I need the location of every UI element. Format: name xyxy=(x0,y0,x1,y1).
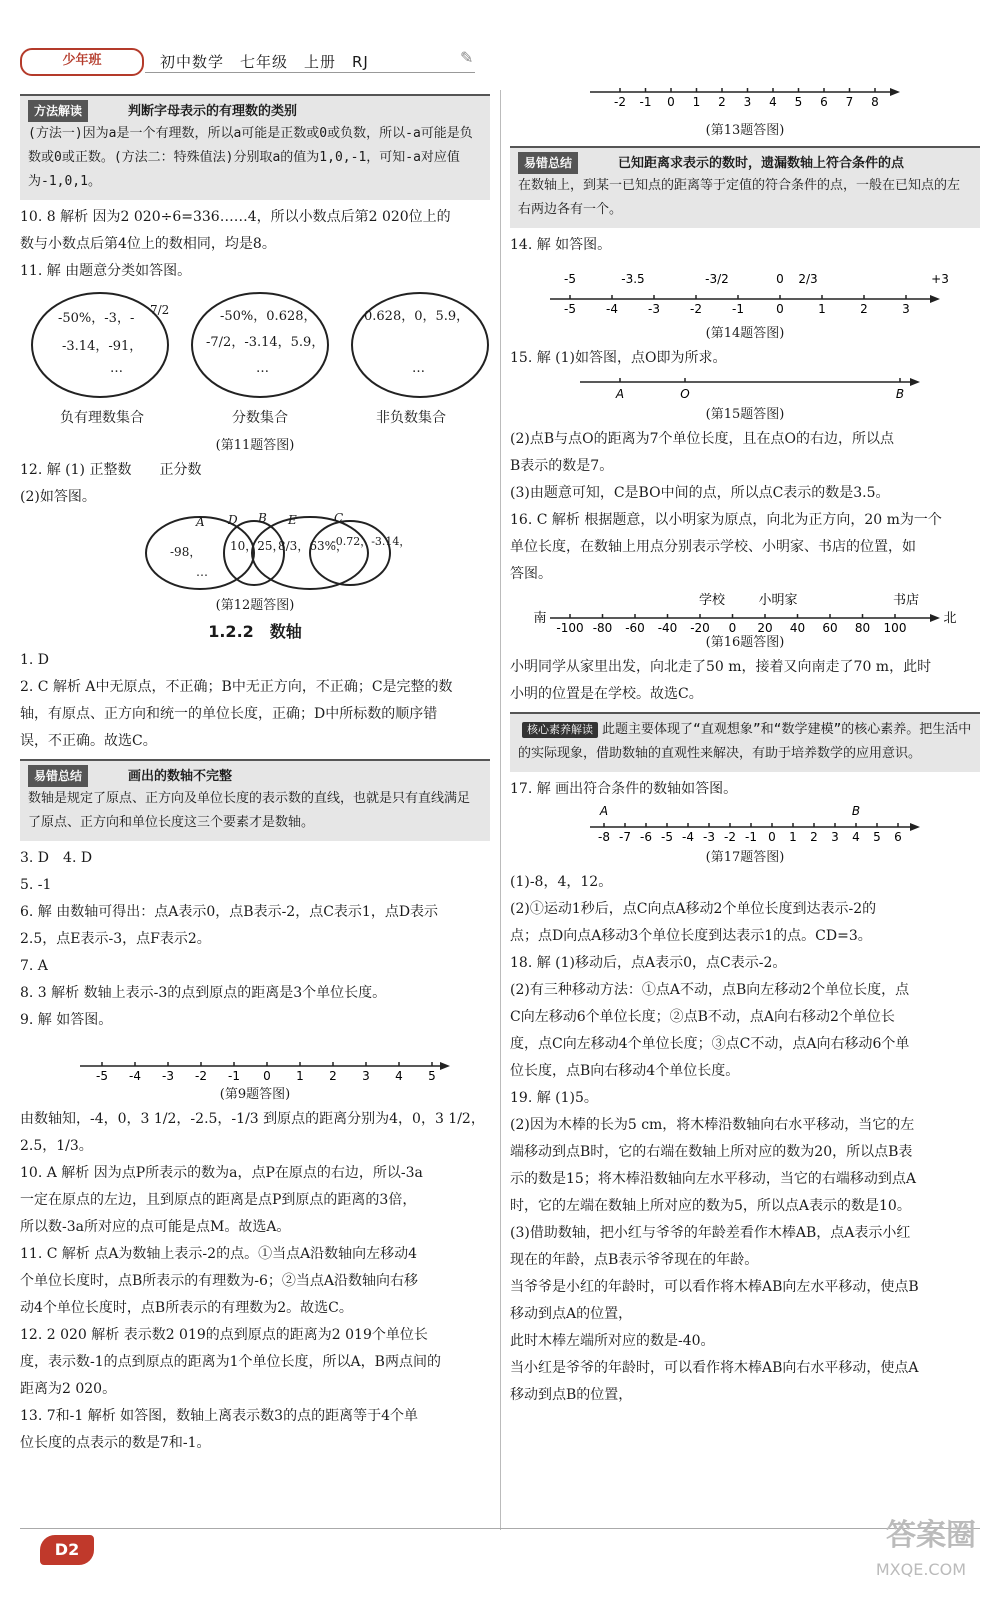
venn-d-values: 10，25， xyxy=(230,539,285,553)
watermark-site: MXQE.COM xyxy=(875,1560,966,1579)
axis9-tick-label: -1 xyxy=(228,1069,240,1083)
axis14-tick-label: -2 xyxy=(690,302,702,316)
axis15-point-label: O xyxy=(680,387,690,401)
axis14-point-label: -5 xyxy=(564,272,576,286)
header-divider xyxy=(145,72,475,73)
caption-9: (第9题答图) xyxy=(219,1087,291,1102)
caption-13: (第13题答图) xyxy=(705,123,785,138)
error2-badge: 易错总结 xyxy=(518,152,578,174)
answer-14: 14. 解 如答图。 xyxy=(510,237,612,253)
number-line-13 xyxy=(510,84,980,120)
axis13-tick-label: 7 xyxy=(845,95,854,109)
axis16-tick-label: -60 xyxy=(625,621,645,632)
answer-11: 11. 解 由题意分类如答图。 xyxy=(20,263,192,279)
method-title: 判断字母表示的有理数的类别 xyxy=(128,104,298,119)
axis14-tick-label: 3 xyxy=(902,302,910,316)
axis13-tick-label: 6 xyxy=(820,95,828,109)
right-column xyxy=(510,84,980,1409)
answer-15-3: B表示的数是7。 xyxy=(510,458,614,474)
neg-set-line1: -50%，-3，- xyxy=(58,311,135,326)
neg-set-line2: -3.14，-91， xyxy=(62,339,143,354)
answer-19-6: (3)借助数轴，把小红与爷爷的年龄差看作木棒AB，点A表示小红 xyxy=(510,1225,911,1241)
number-line-9 xyxy=(20,1034,490,1084)
answer-16-3: 答图。 xyxy=(510,566,552,582)
axis14-tick-label: 1 xyxy=(818,302,826,316)
footer-divider xyxy=(20,1528,980,1529)
frac-set-line1: -50%，0.628， xyxy=(220,309,317,324)
axis14-point-label: 2/3 xyxy=(798,272,818,286)
answer-15-1: 15. 解 (1)如答图，点O即为所求。 xyxy=(510,350,727,366)
answer-18-1: 18. 解 (1)移动后，点A表示0，点C表示-2。 xyxy=(510,955,787,971)
frac-set-label: 分数集合 xyxy=(232,410,288,426)
answer-11-c-line1: 11. C 解析 点A为数轴上表示-2的点。①当点A沿数轴向左移动4 xyxy=(20,1246,418,1262)
venn-label-c: C xyxy=(334,511,344,525)
axis9-tick-label: 5 xyxy=(428,1069,436,1083)
nonneg-set-line1: 0.628，0，5.9， xyxy=(364,309,470,324)
axis16-tick-label: -80 xyxy=(592,621,613,632)
answer-19-1: 19. 解 (1)5。 xyxy=(510,1090,598,1106)
frac-set-dots: … xyxy=(256,361,269,376)
axis17-tick-label: -1 xyxy=(745,830,757,844)
axis14-tick-label: -5 xyxy=(564,302,576,316)
column-divider xyxy=(500,90,501,1530)
axis13-tick-label: 5 xyxy=(794,95,803,109)
answer-8: 8. 3 解析 数轴上表示-3的点到原点的距离是3个单位长度。 xyxy=(20,985,387,1001)
axis16-tick-label: 20 xyxy=(757,621,773,632)
page-header xyxy=(20,48,980,74)
axis16-tick-label: 40 xyxy=(789,621,806,632)
error-text: 数轴是规定了原点、正方向及单位长度的表示数的直线，也就是只有直线满足了原点、正方向和单位长度这三个要素才是数轴。 xyxy=(28,791,471,830)
axis16-tick-label: 80 xyxy=(854,621,871,632)
answer-16-2: 单位长度，在数轴上用点分别表示学校、小明家、书店的位置，如 xyxy=(510,539,916,555)
label-north: 北 xyxy=(943,611,957,626)
answer-12-b-line3: 距离为2 020。 xyxy=(20,1381,117,1397)
answer-11-c-line2: 个单位长度时，点B所表示的有理数为-6；②当点A沿数轴向右移 xyxy=(20,1273,419,1289)
axis17-tick-label: -7 xyxy=(619,830,631,844)
axis-9 xyxy=(20,1034,490,1084)
method-text: (方法一)因为a是一个有理数，所以a可能是正数或0或负数，所以-a可能是负数或0或正数。(方法二：特殊值法)分别取a的值为1,0,-1，可知-a对应值为-1,0,1。 xyxy=(28,126,473,189)
answer-13-line1: 13. 7和-1 解析 如答图，数轴上离表示数3的点的距离等于4个单 xyxy=(20,1408,418,1424)
axis16-tick-label: 0 xyxy=(728,621,737,632)
answer-19-11: 当小红是爷爷的年龄时，可以看作将木棒AB向右水平移动，使点A xyxy=(510,1360,919,1376)
caption-17: (第17题答图) xyxy=(705,850,785,865)
axis-15 xyxy=(510,372,980,404)
answer-1: 1. D xyxy=(20,652,50,668)
axis14-tick-label: 0 xyxy=(776,302,784,316)
venn-diagram-12 xyxy=(20,511,490,595)
method-badge: 方法解读 xyxy=(28,100,88,122)
axis-16 xyxy=(510,588,980,632)
neg-set-frac: 7/2 xyxy=(150,303,170,317)
axis15-point-label: B xyxy=(895,387,905,401)
axis-14 xyxy=(510,259,980,323)
venn-label-a: A xyxy=(196,515,205,529)
nonneg-set-label: 非负数集合 xyxy=(376,410,446,426)
answer-12-part2: (2)如答图。 xyxy=(20,489,96,505)
axis17-tick-label: 4 xyxy=(852,830,860,844)
error-box-2 xyxy=(510,146,980,228)
axis15-point-label: A xyxy=(615,387,625,401)
answer-10-a-line2: 一定在原点的左边，且到原点的距离是点P到原点的距离的3倍， xyxy=(20,1192,417,1208)
venn-c-values: -0.72，-3.14， xyxy=(332,535,411,548)
axis16-tick-label: -40 xyxy=(657,621,678,632)
answer-9: 9. 解 如答图。 xyxy=(20,1012,113,1028)
answer-13-line2: 位长度的点表示的数是7和-1。 xyxy=(20,1435,211,1451)
caption-14: (第14题答图) xyxy=(705,326,785,341)
label-school: 学校 xyxy=(698,593,726,608)
axis17-tick-label: -6 xyxy=(640,830,652,844)
venn-label-b: B xyxy=(258,511,267,525)
section-title: 1.2.2 数轴 xyxy=(208,622,302,641)
answer-5: 5. -1 xyxy=(20,877,52,893)
answer-2-line3: 误，不正确。故选C。 xyxy=(20,733,157,749)
axis13-tick-label: 8 xyxy=(871,95,879,109)
axis13-tick-label: 3 xyxy=(743,95,752,109)
axis16-tick-label: -100 xyxy=(556,621,584,632)
axis14-tick-label: -3 xyxy=(648,302,660,316)
caption-16: (第16题答图) xyxy=(705,635,785,650)
core-badge: 核心素养解读 xyxy=(522,722,598,738)
axis16-tick-label: 60 xyxy=(822,621,838,632)
caption-12: (第12题答图) xyxy=(215,598,295,613)
answer-19-5: 时，它的左端在数轴上所对应的数为5，所以点A表示的数是10。 xyxy=(510,1198,911,1214)
axis16-tick-label: -20 xyxy=(690,621,710,632)
venn-e-values: 8/3，63%， xyxy=(278,539,348,553)
answer-17: 17. 解 画出符合条件的数轴如答图。 xyxy=(510,781,738,797)
answer-9-text2: 2.5，1/3。 xyxy=(20,1138,93,1154)
answer-18-2: (2)有三种移动方法：①点A不动，点B向左移动2个单位长度，点 xyxy=(510,982,910,998)
answer-17-3: 点；点D向点A移动3个单位长度到达表示1的点。CD=3。 xyxy=(510,928,872,944)
venn-label-d: D xyxy=(228,513,238,527)
venn-label-e: E xyxy=(288,513,297,527)
core-box xyxy=(510,712,980,772)
answer-2-line2: 轴，有原点、正方向和统一的单位长度，正确；D中所标数的顺序错 xyxy=(20,706,438,722)
number-line-14 xyxy=(510,259,980,323)
answer-12-part1: 12. 解 (1) 正整数 正分数 xyxy=(20,462,202,478)
axis16-tick-label: 100 xyxy=(883,621,907,632)
axis9-tick-label: 2 xyxy=(329,1069,337,1083)
answer-16-4: 小明同学从家里出发，向北走了50 m，接着又向南走了70 m，此时 xyxy=(510,659,932,675)
label-home: 小明家 xyxy=(758,593,798,608)
axis17-tick-label: 3 xyxy=(831,830,839,844)
axis-13 xyxy=(510,84,980,120)
neg-set-dots: … xyxy=(110,361,123,376)
axis9-tick-label: 0 xyxy=(263,1069,271,1083)
answer-10-a-line1: 10. A 解析 因为点P所表示的数为a，点P在原点的右边，所以-3a xyxy=(20,1165,423,1181)
axis9-tick-label: 3 xyxy=(362,1069,370,1083)
answer-12-b-line2: 度，表示数-1的点到原点的距离为1个单位长度，所以A，B两点间的 xyxy=(20,1354,441,1370)
axis9-tick-label: -5 xyxy=(96,1069,108,1083)
answer-16-1: 16. C 解析 根据题意，以小明家为原点，向北为正方向，20 m为一个 xyxy=(510,512,942,528)
neg-set-label: 负有理数集合 xyxy=(60,410,144,426)
answer-19-12: 移动到点B的位置， xyxy=(510,1387,633,1403)
venn-a-values: -98， xyxy=(170,545,202,559)
axis13-tick-label: 4 xyxy=(769,95,777,109)
axis14-point-label: +3 xyxy=(931,272,949,286)
answer-15-4: (3)由题意可知，C是BO中间的点，所以点C表示的数是3.5。 xyxy=(510,485,890,501)
caption-11: (第11题答图) xyxy=(215,438,295,453)
axis17-tick-label: -2 xyxy=(724,830,736,844)
axis17-tick-label: 1 xyxy=(789,830,797,844)
decorative-icon: ✎ xyxy=(460,48,474,67)
axis17-tick-label: -8 xyxy=(598,830,610,844)
axis17-tick-label: 6 xyxy=(894,830,902,844)
axis9-tick-label: -2 xyxy=(195,1069,207,1083)
answer-18-5: 位长度，点B向右移动4个单位长度。 xyxy=(510,1063,740,1079)
answer-19-3: 端移动到点B时，它的右端在数轴上所对应的数为20，所以点B表 xyxy=(510,1144,913,1160)
axis17-tick-label: -3 xyxy=(703,830,715,844)
answer-16-5: 小明的位置是在学校。故选C。 xyxy=(510,686,703,702)
answer-19-8: 当爷爷是小红的年龄时，可以看作将木棒AB向左水平移动，使点B xyxy=(510,1279,919,1295)
method-box xyxy=(20,94,490,200)
axis17-tick-label: 5 xyxy=(873,830,881,844)
answer-19-9: 移动到点A的位置， xyxy=(510,1306,633,1322)
axis14-tick-label: 2 xyxy=(860,302,868,316)
answer-7: 7. A xyxy=(20,958,48,974)
answer-10-line1: 10. 8 解析 因为2 020÷6=336……4，所以小数点后第2 020位上的 xyxy=(20,209,451,225)
axis14-tick-label: -1 xyxy=(732,302,744,316)
answer-15-2: (2)点B与点O的距离为7个单位长度，且在点O的右边，所以点 xyxy=(510,431,894,447)
axis13-tick-label: 2 xyxy=(718,95,726,109)
answer-11-c-line3: 动4个单位长度时，点B所表示的有理数为2。故选C。 xyxy=(20,1300,353,1316)
axis9-tick-label: -3 xyxy=(162,1069,174,1083)
answer-6-line2: 2.5，点E表示-3，点F表示2。 xyxy=(20,931,211,947)
label-south: 南 xyxy=(533,611,547,626)
number-line-16 xyxy=(510,588,980,632)
answer-18-3: C向左移动6个单位长度；②点B不动，点A向右移动2个单位长 xyxy=(510,1009,895,1025)
venn-dots: … xyxy=(196,565,208,579)
frac-set-line2: -7/2，-3.14，5.9， xyxy=(206,335,325,350)
axis17-tick-label: -4 xyxy=(682,830,694,844)
answer-12-b-line1: 12. 2 020 解析 表示数2 019的点到原点的距离为2 019个单位长 xyxy=(20,1327,428,1343)
answer-17-2: (2)①运动1秒后，点C向点A移动2个单位长度到达表示-2的 xyxy=(510,901,877,917)
axis14-point-label: 0 xyxy=(776,272,784,286)
axis13-tick-label: 0 xyxy=(667,95,675,109)
point-a-label: A xyxy=(599,804,609,818)
axis17-tick-label: -5 xyxy=(661,830,673,844)
watermark-logo: 答案圈 xyxy=(886,1518,976,1553)
axis17-tick-label: 2 xyxy=(810,830,818,844)
axis14-tick-label: -4 xyxy=(606,302,618,316)
left-column xyxy=(20,90,490,1457)
axis14-point-label: -3/2 xyxy=(705,272,729,286)
answer-18-4: 度，点C向左移动4个单位长度；③点C不动，点A向右移动6个单 xyxy=(510,1036,910,1052)
number-line-15 xyxy=(510,372,980,404)
point-b-label: B xyxy=(851,804,861,818)
axis-17 xyxy=(510,803,980,847)
answer-19-4: 示的数是15；将木棒沿数轴向左水平移动，当它的右端移动到点A xyxy=(510,1171,916,1187)
answer-19-10: 此时木棒左端所对应的数是-40。 xyxy=(510,1333,715,1349)
axis13-tick-label: -2 xyxy=(614,95,626,109)
answer-6-line1: 6. 解 由数轴可得出：点A表示0，点B表示-2，点C表示1，点D表示 xyxy=(20,904,439,920)
answer-19-7: 现在的年龄，点B表示爷爷现在的年龄。 xyxy=(510,1252,759,1268)
set-diagram-11 xyxy=(20,285,490,435)
answer-3-4: 3. D 4. D xyxy=(20,850,93,866)
page-number: D2 xyxy=(40,1535,94,1565)
answer-10-a-line3: 所以数-3a所对应的点可能是点M。故选A。 xyxy=(20,1219,291,1235)
axis9-tick-label: -4 xyxy=(129,1069,141,1083)
nonneg-set-dots: … xyxy=(412,361,425,376)
axis14-point-label: -3.5 xyxy=(621,272,645,286)
caption-15: (第15题答图) xyxy=(705,407,785,422)
answer-2-line1: 2. C 解析 A中无原点，不正确；B中无正方向，不正确；C是完整的数 xyxy=(20,679,453,695)
book-title: 初中数学 七年级 上册 RJ xyxy=(160,53,369,71)
error-title: 画出的数轴不完整 xyxy=(128,769,233,784)
core-text: 此题主要体现了“直观想象”和“数学建模”的核心素养。把生活中的实际现象，借助数轴的直观性来解决，有助于培养数学的应用意识。 xyxy=(518,722,972,761)
number-line-17 xyxy=(510,803,980,847)
error2-title: 已知距离求表示的数时，遗漏数轴上符合条件的点 xyxy=(618,156,905,171)
error-box xyxy=(20,759,490,841)
error2-text: 在数轴上，到某一已知点的距离等于定值的符合条件的点，一般在已知点的左右两边各有一个。 xyxy=(518,178,961,217)
axis9-tick-label: 1 xyxy=(296,1069,304,1083)
brand-logo: 少年班 xyxy=(20,48,144,76)
answer-17-1: (1)-8，4，12。 xyxy=(510,874,613,890)
axis17-tick-label: 0 xyxy=(768,830,776,844)
axis9-tick-label: 4 xyxy=(395,1069,403,1083)
error-badge: 易错总结 xyxy=(28,765,88,787)
answer-19-2: (2)因为木棒的长为5 cm，将木棒沿数轴向右水平移动，当它的左 xyxy=(510,1117,915,1133)
axis13-tick-label: -1 xyxy=(639,95,652,109)
label-store: 书店 xyxy=(892,593,920,608)
answer-9-text1: 由数轴知，-4，0，3 1/2，-2.5，-1/3 到原点的距离分别为4，0，3 1/2， xyxy=(20,1111,485,1127)
answer-10-line2: 数与小数点后第4位上的数相同，均是8。 xyxy=(20,236,276,252)
axis13-tick-label: 1 xyxy=(692,95,701,109)
